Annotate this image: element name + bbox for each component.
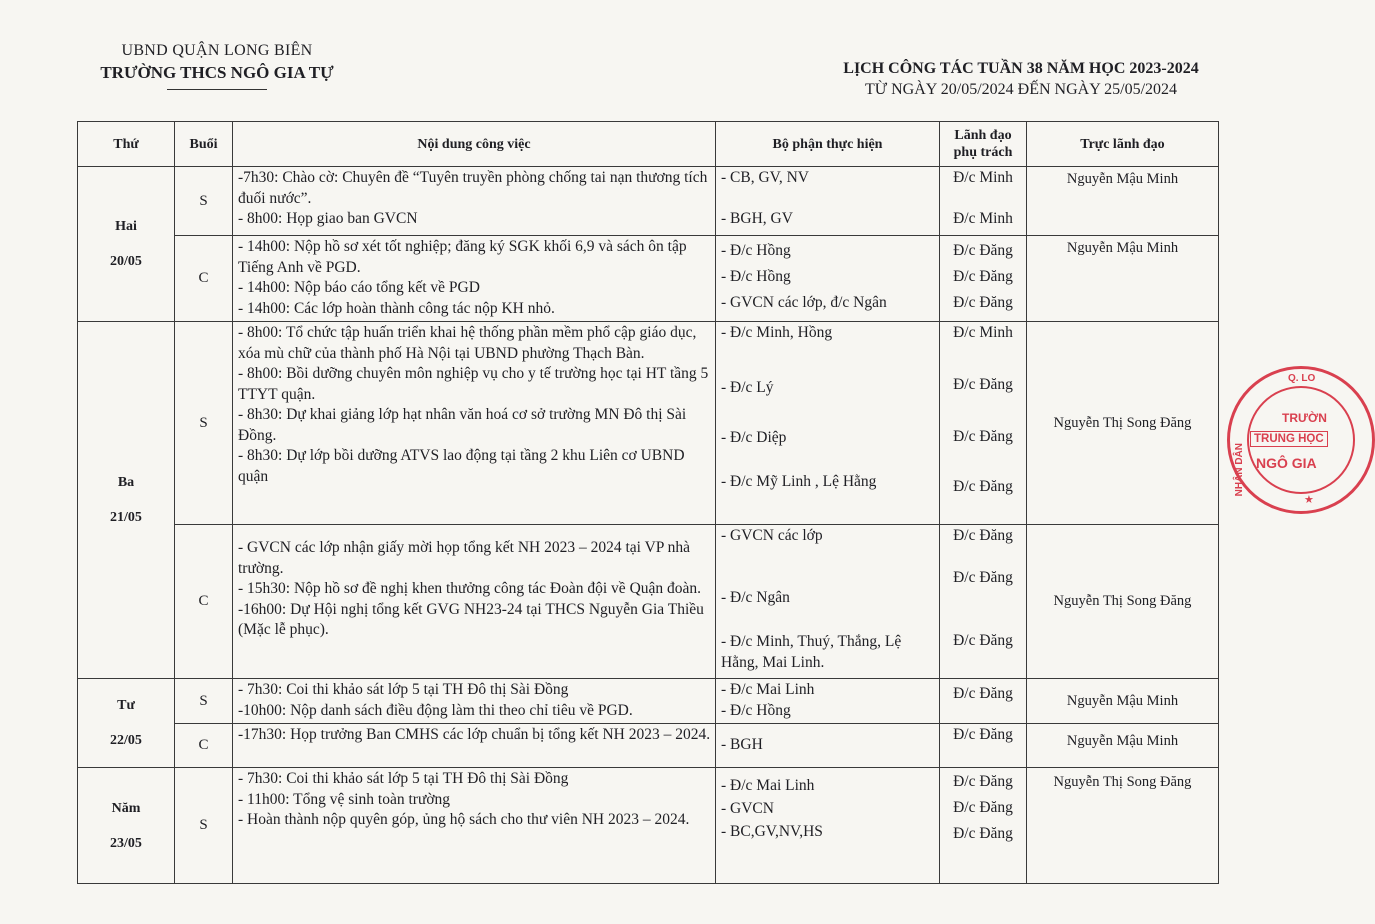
schedule-title: LỊCH CÔNG TÁC TUẦN 38 NĂM HỌC 2023-2024 [843, 60, 1199, 77]
seal-star-icon: ★ [1304, 494, 1314, 506]
day-cell [78, 167, 175, 322]
day-name: Năm [111, 800, 141, 816]
dept-line: - Đ/c Mai Linh [721, 681, 815, 698]
day-date: 20/05 [110, 254, 142, 269]
task-line: - 8h00: Tổ chức tập huấn triển khai hệ thống phần mềm phổ cập giáo dục, xóa mù chữ của thành phố Hà Nội tại UBND phường Thạch Bàn. [238, 324, 697, 362]
table-row [78, 236, 1219, 322]
header-left [82, 42, 352, 90]
table-row [78, 724, 1219, 768]
task-cell [233, 525, 716, 679]
dept-line: - Đ/c Hồng [721, 242, 791, 259]
dept-line: - Đ/c Hồng [721, 268, 791, 285]
lead-line: Đ/c Đăng [953, 428, 1013, 445]
session-cell: S [175, 322, 233, 525]
session-cell: C [175, 724, 233, 768]
task-cell [233, 768, 716, 884]
schedule-date-range: TỪ NGÀY 20/05/2024 ĐẾN NGÀY 25/05/2024 [864, 81, 1178, 98]
dept-line: - Đ/c Lý [721, 379, 774, 396]
dept-cell [716, 768, 940, 884]
seal-line-3: NGÔ GIA [1256, 455, 1317, 471]
task-cell [233, 679, 716, 724]
task-line: - 8h30: Dự lớp bồi dưỡng ATVS lao động tại tầng 2 khu Liên cơ UBND quận [238, 447, 685, 485]
task-line: - 11h00: Tổng vệ sinh toàn trường [238, 790, 451, 808]
dept-line: - Đ/c Mỹ Linh , Lệ Hằng [721, 473, 877, 490]
dept-line: - Đ/c Minh, Hồng [721, 324, 833, 341]
lead-line: Đ/c Đăng [953, 478, 1013, 495]
day-date: 22/05 [110, 733, 142, 748]
day-cell [78, 768, 175, 884]
task-line: - GVCN các lớp nhận giấy mời họp tổng kết NH 2023 – 2024 tại VP nhà trường. [238, 539, 691, 577]
schedule-table [77, 121, 1219, 884]
dept-cell [716, 724, 940, 768]
task-line: - 15h30: Nộp hồ sơ đề nghị khen thưởng công tác Đoàn đội về Quận đoàn. [238, 580, 702, 597]
task-line: - 14h00: Nộp báo cáo tổng kết về PGD [238, 279, 480, 296]
task-line: - 8h30: Dự khai giảng lớp hạt nhân văn hoá cơ sở trường MN Đô thị Sài Đồng. [238, 406, 687, 444]
day-date: 21/05 [110, 510, 142, 525]
agency-name: UBND QUẬN LONG BIÊN [121, 42, 313, 59]
seal-line-2: TRUNG HỌC [1250, 431, 1328, 447]
header-underline [167, 89, 267, 90]
task-line: - 7h30: Coi thi khảo sát lớp 5 tại TH Đô thị Sài Đồng [238, 770, 569, 787]
col-header-duty: Trực lãnh đạo [1027, 122, 1219, 167]
table-row [78, 322, 1219, 525]
duty-cell: Nguyễn Thị Song Đăng [1027, 525, 1219, 679]
lead-line: Đ/c Đăng [953, 294, 1013, 311]
session-cell: C [175, 525, 233, 679]
dept-line: - Đ/c Minh, Thuý, Thắng, Lệ Hằng, Mai Linh. [721, 633, 902, 671]
school-name: TRƯỜNG THCS NGÔ GIA TỰ [100, 63, 334, 82]
dept-cell [716, 236, 940, 322]
lead-line: Đ/c Đăng [953, 773, 1013, 790]
table-header-row [78, 122, 1219, 167]
lead-line: Đ/c Đăng [953, 242, 1013, 259]
dept-line: - GVCN các lớp [721, 527, 823, 544]
task-line: -16h00: Dự Hội nghị tổng kết GVG NH23-24 tại THCS Nguyễn Gia Thiều (Mặc lễ phục). [238, 600, 704, 638]
day-name: Ba [117, 475, 135, 490]
lead-line: Đ/c Đăng [953, 268, 1013, 285]
lead-line: Đ/c Đăng [953, 726, 1013, 743]
day-name: Hai [115, 219, 137, 234]
session-cell: S [175, 768, 233, 884]
task-line: -17h30: Họp trưởng Ban CMHS các lớp chuẩn bị tổng kết NH 2023 – 2024. [238, 726, 711, 743]
lead-line: Đ/c Minh [953, 169, 1013, 186]
duty-cell: Nguyễn Thị Song Đăng [1027, 322, 1219, 525]
dept-line: - CB, GV, NV [721, 169, 809, 186]
task-line: - 7h30: Coi thi khảo sát lớp 5 tại TH Đô thị Sài Đồng [238, 681, 569, 698]
dept-line: - Đ/c Hồng [721, 701, 791, 719]
lead-line: Đ/c Đăng [953, 569, 1013, 586]
dept-line: - BC,GV,NV,HS [721, 823, 823, 840]
duty-cell: Nguyễn Mậu Minh [1027, 236, 1219, 322]
task-line: -7h30: Chào cờ: Chuyên đề “Tuyên truyền phòng chống tai nạn thương tích đuối nước”. [238, 169, 708, 207]
dept-line: - Đ/c Mai Linh [721, 777, 815, 794]
task-line: -10h00: Nộp danh sách điều động làm thi theo chỉ tiêu về PGD. [238, 701, 633, 719]
task-line: - 14h00: Các lớp hoàn thành công tác nộp KH nhỏ. [238, 299, 555, 317]
col-header-task: Nội dung công việc [233, 122, 716, 167]
lead-line: Đ/c Đăng [953, 376, 1013, 393]
dept-line: - Đ/c Diệp [721, 429, 787, 446]
header-right [800, 60, 1242, 99]
duty-cell: Nguyễn Mậu Minh [1027, 679, 1219, 724]
seal-line-1: TRƯỜN [1282, 411, 1327, 425]
schedule-table-wrap [77, 121, 1219, 884]
seal-rim-left: NHÂN DÂN [1234, 443, 1245, 497]
lead-cell [940, 679, 1027, 724]
dept-line: - GVCN các lớp, đ/c Ngân [721, 294, 887, 311]
lead-line: Đ/c Đăng [953, 799, 1013, 816]
lead-line: Đ/c Minh [953, 210, 1013, 227]
dept-cell [716, 322, 940, 525]
session-cell: S [175, 679, 233, 724]
dept-cell [716, 525, 940, 679]
lead-line: Đ/c Đăng [953, 527, 1013, 544]
lead-cell [940, 167, 1027, 236]
lead-cell [940, 768, 1027, 884]
lead-line: Đ/c Đăng [953, 685, 1013, 702]
table-row [78, 525, 1219, 679]
task-cell [233, 724, 716, 768]
lead-line: Đ/c Minh [953, 324, 1013, 341]
col-header-lead: Lãnh đạo phụ trách [940, 122, 1027, 167]
dept-line: - GVCN [721, 800, 774, 817]
task-cell [233, 322, 716, 525]
day-name: Tư [117, 698, 135, 713]
session-cell: S [175, 167, 233, 236]
seal-rim-top: Q. LO [1288, 373, 1316, 384]
lead-cell [940, 236, 1027, 322]
col-header-session: Buổi [175, 122, 233, 167]
task-cell [233, 167, 716, 236]
task-line: - Hoàn thành nộp quyên góp, ủng hộ sách cho thư viên NH 2023 – 2024. [238, 811, 690, 828]
lead-cell [940, 322, 1027, 525]
lead-line: Đ/c Đăng [953, 632, 1013, 649]
col-header-dept: Bộ phận thực hiện [716, 122, 940, 167]
duty-cell: Nguyễn Mậu Minh [1027, 724, 1219, 768]
lead-cell [940, 724, 1027, 768]
day-date: 23/05 [110, 835, 142, 851]
task-line: - 14h00: Nộp hồ sơ xét tốt nghiệp; đăng ký SGK khối 6,9 và sách ôn tập Tiếng Anh về PGD. [238, 238, 687, 276]
table-row [78, 679, 1219, 724]
dept-cell [716, 679, 940, 724]
dept-cell [716, 167, 940, 236]
dept-line: - Đ/c Ngân [721, 589, 790, 606]
table-row [78, 167, 1219, 236]
task-line: - 8h00: Họp giao ban GVCN [238, 210, 418, 227]
duty-cell: Nguyễn Thị Song Đăng [1027, 768, 1219, 884]
dept-line: - BGH, GV [721, 210, 793, 227]
dept-line: - BGH [721, 735, 763, 753]
lead-cell [940, 525, 1027, 679]
col-header-day: Thứ [78, 122, 175, 167]
task-cell [233, 236, 716, 322]
session-cell: C [175, 236, 233, 322]
lead-line: Đ/c Đăng [953, 825, 1013, 842]
table-row [78, 768, 1219, 884]
day-cell [78, 679, 175, 768]
duty-cell: Nguyễn Mậu Minh [1027, 167, 1219, 236]
day-cell [78, 322, 175, 679]
task-line: - 8h00: Bồi dưỡng chuyên môn nghiệp vụ cho y tế trường học tại HT tầng 5 TTYT quận. [238, 365, 709, 403]
school-seal [1227, 366, 1375, 514]
